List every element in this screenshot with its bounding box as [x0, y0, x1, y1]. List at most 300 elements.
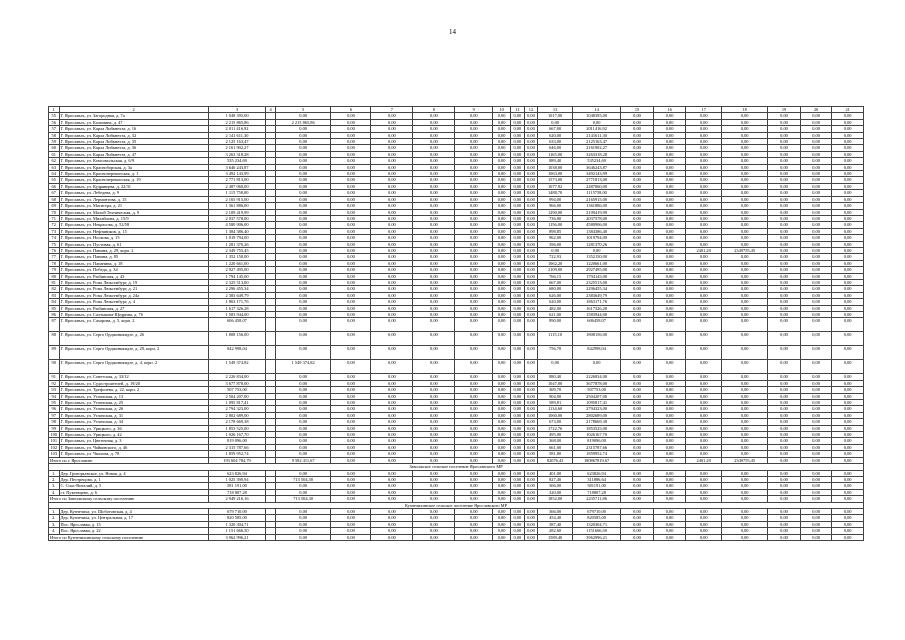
value-cell: 0,00: [621, 164, 654, 170]
value-cell: 0,00: [768, 164, 801, 170]
value-cell: 0,00: [832, 312, 864, 318]
value-cell: 0,00: [538, 119, 573, 125]
value-cell: 0,00: [653, 528, 686, 534]
value-cell: 0,00: [493, 489, 511, 495]
value-cell: 0,00: [413, 360, 455, 374]
total-value-cell: 0,00: [524, 534, 538, 540]
value-cell: 0,00: [275, 126, 331, 132]
value-cell: 0,00: [722, 286, 768, 292]
value-cell: 0,00: [511, 393, 525, 399]
address-cell: Дер. Григорьевское, ул. Новая, д. 4: [59, 470, 208, 476]
row-number-cell: 2.: [49, 515, 60, 521]
total-value-cell: 0,00: [455, 496, 493, 502]
value-cell: 0,00: [686, 209, 722, 215]
value-cell: 0,00: [722, 190, 768, 196]
value-cell: 0,00: [686, 438, 722, 444]
value-cell: 1853525,00: [572, 425, 620, 431]
value-cell: 880,40: [538, 374, 573, 380]
value-cell: 0,00: [686, 267, 722, 273]
value-cell: 0,00: [832, 164, 864, 170]
total-value-cell: 180867819,67: [572, 457, 620, 463]
total-value-cell: 0,00: [455, 534, 493, 540]
value-cell: 0,00: [493, 171, 511, 177]
value-cell: 0,00: [653, 425, 686, 431]
value-cell: 3 677 878,00: [208, 380, 266, 386]
value-cell: 2 349 755,45: [208, 247, 266, 253]
value-cell: 0,00: [524, 406, 538, 412]
value-cell: 0,00: [455, 470, 493, 476]
value-cell: 0,00: [455, 247, 493, 253]
value-cell: 0,00: [511, 286, 525, 292]
value-cell: 889,40: [538, 158, 573, 164]
value-cell: 0,00: [413, 286, 455, 292]
value-cell: 0,00: [371, 444, 413, 450]
value-cell: 0,00: [413, 222, 455, 228]
value-cell: 0,00: [832, 235, 864, 241]
value-cell: 0,00: [331, 183, 371, 189]
value-cell: 2161902,27: [572, 145, 620, 151]
value-cell: 0,00: [275, 286, 331, 292]
value-cell: 2487060,00: [572, 183, 620, 189]
column-number-header: 15: [621, 107, 654, 113]
value-cell: 0,00: [686, 228, 722, 234]
value-cell: 0,00: [800, 209, 832, 215]
value-cell: 0,00: [768, 332, 801, 346]
value-cell: 680,00: [538, 286, 573, 292]
value-cell: 0,00: [413, 260, 455, 266]
value-cell: 0,00: [768, 267, 801, 273]
value-cell: 0,00: [832, 126, 864, 132]
value-cell: 0,00: [455, 425, 493, 431]
value-cell: 0,00: [511, 203, 525, 209]
value-cell: 0,00: [275, 235, 331, 241]
value-cell: 0,00: [800, 286, 832, 292]
value-cell: 0,00: [275, 400, 331, 406]
value-cell: 0,00: [832, 171, 864, 177]
row-number-cell: 71: [49, 215, 60, 221]
value-cell: 679 710,00: [208, 508, 266, 514]
value-cell: 0,00: [511, 438, 525, 444]
address-cell: Г. Ярославль, ул. Карла Либкнехта, д. 16: [59, 126, 208, 132]
value-cell: 0,00: [413, 432, 455, 438]
value-cell: 0,00: [722, 318, 768, 332]
value-cell: 0,00: [493, 267, 511, 273]
value-cell: 0,00: [275, 483, 331, 489]
value-cell: 0,00: [621, 145, 654, 151]
value-cell: 0,00: [800, 470, 832, 476]
value-cell: 0,00: [493, 132, 511, 138]
value-cell: 0,00: [722, 164, 768, 170]
row-number-cell: 1.: [49, 508, 60, 514]
value-cell: 0,00: [275, 177, 331, 183]
value-cell: 0,00: [832, 380, 864, 386]
value-cell: 621,00: [538, 312, 573, 318]
value-cell: 2383649,79: [572, 292, 620, 298]
value-cell: 0,00: [572, 119, 620, 125]
row-number-cell: 61: [49, 151, 60, 157]
value-cell: 0,00: [621, 113, 654, 119]
value-cell: 0,00: [800, 228, 832, 234]
value-cell: 0,00: [832, 360, 864, 374]
total-value-cell: 0,00: [768, 534, 801, 540]
value-cell: 0,00: [331, 400, 371, 406]
value-cell: 0,00: [493, 425, 511, 431]
value-cell: 0,00: [722, 346, 768, 360]
value-cell: 2349755,45: [722, 247, 768, 253]
value-cell: 0,00: [621, 470, 654, 476]
value-cell: 0,00: [800, 346, 832, 360]
value-cell: 0,00: [371, 380, 413, 386]
value-cell: 0,00: [413, 400, 455, 406]
value-cell: 0,00: [686, 444, 722, 450]
value-cell: 0,00: [371, 241, 413, 247]
value-cell: 0,00: [493, 299, 511, 305]
value-cell: 0,00: [413, 209, 455, 215]
value-cell: 0,00: [768, 476, 801, 482]
row-number-cell: 68: [49, 196, 60, 202]
total-value-cell: 0,00: [832, 534, 864, 540]
value-cell: 0,00: [653, 444, 686, 450]
value-cell: 0,00: [524, 299, 538, 305]
value-cell: 1859952,74: [572, 451, 620, 457]
value-cell: 0,00: [768, 393, 801, 399]
value-cell: 0,00: [371, 419, 413, 425]
value-cell: 0,00: [455, 273, 493, 279]
value-cell: 4580906,00: [572, 222, 620, 228]
row-number-cell: 81: [49, 279, 60, 285]
address-cell: Г. Ярославль, ул. Карла Либкнехта, д. 47: [59, 151, 208, 157]
value-cell: 0,00: [511, 235, 525, 241]
value-cell: 0,00: [275, 151, 331, 157]
value-cell: 0,00: [511, 489, 525, 495]
total-value-cell: 3962996,21: [572, 534, 620, 540]
value-cell: 722,93: [538, 254, 573, 260]
value-cell: 0,00: [493, 400, 511, 406]
value-cell: 0,00: [371, 432, 413, 438]
value-cell: 0,00: [371, 508, 413, 514]
column-number-header: 10: [493, 107, 511, 113]
row-number-cell: 83: [49, 292, 60, 298]
value-cell: 0,00: [653, 312, 686, 318]
value-cell: 0,00: [493, 190, 511, 196]
value-cell: 0,00: [511, 164, 525, 170]
value-cell: 0,00: [621, 222, 654, 228]
value-cell: 0,00: [653, 273, 686, 279]
total-value-cell: 0,00: [653, 457, 686, 463]
value-cell: 0,00: [275, 196, 331, 202]
value-cell: 0,00: [722, 419, 768, 425]
value-cell: 0,00: [413, 393, 455, 399]
value-cell: 0,00: [722, 400, 768, 406]
value-cell: 0,00: [493, 113, 511, 119]
value-cell: 0,00: [275, 332, 331, 346]
value-cell: 0,00: [832, 145, 864, 151]
value-cell: 0,00: [768, 470, 801, 476]
value-cell: 0,00: [455, 515, 493, 521]
value-cell: 0,00: [621, 489, 654, 495]
value-cell: 0,00: [413, 292, 455, 298]
value-cell: 0,00: [722, 119, 768, 125]
value-cell: 0,00: [621, 451, 654, 457]
row-number-cell: 82: [49, 286, 60, 292]
value-cell: 0,00: [832, 412, 864, 418]
value-cell: 1115758,00: [572, 190, 620, 196]
value-cell: 0,00: [275, 190, 331, 196]
value-cell: 0,00: [511, 299, 525, 305]
value-cell: 0,00: [511, 444, 525, 450]
value-cell: 0,00: [832, 279, 864, 285]
value-cell: 0,00: [768, 177, 801, 183]
value-cell: 0,00: [621, 119, 654, 125]
value-cell: 0,00: [275, 451, 331, 457]
value-cell: 0,00: [653, 158, 686, 164]
row-number-cell: 73: [49, 228, 60, 234]
value-cell: [266, 318, 275, 332]
value-cell: 0,00: [455, 119, 493, 125]
value-cell: 0,00: [493, 158, 511, 164]
value-cell: 0,00: [832, 254, 864, 260]
value-cell: 0,00: [371, 292, 413, 298]
value-cell: 0,00: [686, 222, 722, 228]
value-cell: 0,00: [524, 119, 538, 125]
value-cell: 0,00: [768, 132, 801, 138]
value-cell: 0,00: [686, 292, 722, 298]
value-cell: 0,00: [621, 190, 654, 196]
row-number-cell: 66: [49, 183, 60, 189]
value-cell: 0,00: [455, 444, 493, 450]
value-cell: 0,00: [331, 305, 371, 311]
value-cell: 0,00: [722, 515, 768, 521]
value-cell: 0,00: [653, 412, 686, 418]
value-cell: 0,00: [455, 508, 493, 514]
value-cell: 1048395,00: [572, 113, 620, 119]
row-number-cell: 60: [49, 145, 60, 151]
value-cell: 0,00: [800, 292, 832, 298]
value-cell: 3 263 318,28: [208, 151, 266, 157]
value-cell: 0,00: [800, 305, 832, 311]
value-cell: 0,00: [800, 132, 832, 138]
value-cell: 0,00: [722, 132, 768, 138]
value-cell: 0,00: [722, 183, 768, 189]
value-cell: 1 151 666,50: [208, 528, 266, 534]
value-cell: 0,00: [768, 515, 801, 521]
value-cell: 0,00: [832, 425, 864, 431]
value-cell: 0,00: [722, 387, 768, 393]
value-cell: 0,00: [371, 393, 413, 399]
value-cell: 0,00: [455, 400, 493, 406]
value-cell: 0,00: [413, 113, 455, 119]
value-cell: 0,00: [493, 119, 511, 125]
value-cell: 0,00: [524, 158, 538, 164]
value-cell: 0,00: [275, 438, 331, 444]
address-cell: Дер. Кузнечиха, ул. Шоботовская, д. 4: [59, 508, 208, 514]
value-cell: 0,00: [511, 476, 525, 482]
value-cell: 1863171,76: [572, 299, 620, 305]
value-cell: 0,00: [800, 164, 832, 170]
value-cell: 0,00: [800, 432, 832, 438]
value-cell: 0,00: [493, 222, 511, 228]
value-cell: [266, 332, 275, 346]
value-cell: 0,00: [524, 483, 538, 489]
value-cell: 0,00: [722, 360, 768, 374]
row-number-cell: 102: [50, 444, 58, 450]
value-cell: 0,00: [455, 203, 493, 209]
total-value-cell: 9 582 411,67: [275, 457, 331, 463]
value-cell: 0,00: [524, 432, 538, 438]
value-cell: 0,00: [722, 260, 768, 266]
value-cell: 2 037 578,00: [208, 215, 266, 221]
value-cell: 482,00: [538, 305, 573, 311]
value-cell: 0,00: [653, 196, 686, 202]
value-cell: 0,00: [524, 360, 538, 374]
value-cell: 0,00: [800, 113, 832, 119]
value-cell: 0,00: [524, 528, 538, 534]
value-cell: 0,00: [653, 151, 686, 157]
value-cell: 0,00: [832, 305, 864, 311]
value-cell: 0,00: [511, 387, 525, 393]
total-value-cell: 0,00: [768, 457, 801, 463]
total-value-cell: 193 604 784,79: [208, 457, 266, 463]
value-cell: 962,00: [538, 235, 573, 241]
address-cell: Г. Ярославль, ул. Пустовая, д. 61: [59, 241, 208, 247]
value-cell: 0,00: [493, 164, 511, 170]
address-cell: Г. Ярославль, ул. Серго Орджоникидзе, д. 29, корп. 2: [59, 346, 208, 360]
value-cell: 0,00: [722, 476, 768, 482]
address-cell: Пос. Ярославка, д. 15: [59, 521, 208, 527]
value-cell: 0,00: [832, 119, 864, 125]
value-cell: 1 095 817,41: [208, 400, 266, 406]
value-cell: 0,00: [371, 254, 413, 260]
value-cell: 0,00: [455, 380, 493, 386]
value-cell: 0,00: [455, 419, 493, 425]
value-cell: 2 504 207,00: [208, 393, 266, 399]
value-cell: 0,00: [722, 158, 768, 164]
value-cell: 0,00: [653, 190, 686, 196]
value-cell: 0,00: [722, 374, 768, 380]
value-cell: 0,00: [455, 292, 493, 298]
value-cell: 0,00: [493, 393, 511, 399]
value-cell: 0,00: [621, 171, 654, 177]
total-value-cell: 0,00: [832, 457, 864, 463]
value-cell: 0,00: [686, 158, 722, 164]
value-cell: 0,00: [371, 318, 413, 332]
total-value-cell: 0,00: [371, 496, 413, 502]
value-cell: 0,00: [511, 273, 525, 279]
value-cell: 2125163,47: [572, 139, 620, 145]
value-cell: 0,00: [371, 476, 413, 482]
value-cell: 0,00: [686, 177, 722, 183]
value-cell: 0,00: [511, 515, 525, 521]
value-cell: 0,00: [331, 444, 371, 450]
value-cell: 1151666,50: [572, 528, 620, 534]
value-cell: 0,00: [800, 483, 832, 489]
value-cell: 0,00: [524, 451, 538, 457]
value-cell: 0,00: [524, 241, 538, 247]
value-cell: 0,00: [511, 508, 525, 514]
value-cell: 0,00: [371, 332, 413, 346]
value-cell: 626,00: [538, 292, 573, 298]
value-cell: 0,00: [653, 299, 686, 305]
value-cell: 0,00: [455, 346, 493, 360]
value-cell: 0,00: [800, 171, 832, 177]
value-cell: 0,00: [800, 279, 832, 285]
row-number-cell: 58: [49, 132, 60, 138]
value-cell: 0,00: [493, 209, 511, 215]
value-cell: 0,00: [768, 406, 801, 412]
value-cell: 0,00: [413, 528, 455, 534]
value-cell: 0,00: [832, 183, 864, 189]
value-cell: 0,00: [331, 286, 371, 292]
value-cell: 0,00: [413, 515, 455, 521]
value-cell: 0,00: [455, 406, 493, 412]
value-cell: 0,00: [371, 235, 413, 241]
value-cell: 0,00: [511, 380, 525, 386]
address-cell: Г. Ярославль, ул. Носкова, д. 15: [59, 235, 208, 241]
row-number-cell: 103: [50, 451, 58, 457]
value-cell: 0,00: [800, 196, 832, 202]
value-cell: 0,00: [275, 273, 331, 279]
total-value-cell: 3 962 996,21: [208, 534, 266, 540]
address-cell: Пос. Ярославка, д. 22: [59, 528, 208, 534]
value-cell: 2771813,00: [572, 177, 620, 183]
address-cell: Г. Ярославль, ул. Угличская, д. 34: [59, 419, 208, 425]
value-cell: 0,00: [800, 400, 832, 406]
row-number-cell: 94: [49, 393, 60, 399]
column-number-header: 11: [511, 107, 525, 113]
value-cell: 0,00: [524, 489, 538, 495]
value-cell: 1 794 145,00: [208, 273, 266, 279]
address-cell: Г. Ярославль, ул. Магистра, д. 21: [59, 203, 208, 209]
address-cell: Г. Ярославль, ул. Загородная, д. 7а: [59, 113, 208, 119]
address-cell: Г. Ярославль, ул. Угличская, д. 31: [59, 412, 208, 418]
total-value-cell: 713 504,30: [275, 496, 331, 502]
total-value-cell: 0,00: [768, 496, 801, 502]
value-cell: 0,00: [768, 241, 801, 247]
value-cell: 0,00: [511, 483, 525, 489]
value-cell: 0,00: [511, 451, 525, 457]
value-cell: 0,00: [511, 412, 525, 418]
value-cell: 0,00: [524, 164, 538, 170]
value-cell: 0,00: [413, 183, 455, 189]
value-cell: 0,00: [722, 222, 768, 228]
value-cell: 0,00: [768, 209, 801, 215]
value-cell: 0,00: [524, 470, 538, 476]
value-cell: 0,00: [493, 515, 511, 521]
value-cell: 0,00: [653, 305, 686, 311]
value-cell: 0,00: [493, 318, 511, 332]
value-cell: 0,00: [832, 203, 864, 209]
value-cell: 0,00: [493, 273, 511, 279]
value-cell: 0,00: [413, 203, 455, 209]
value-cell: 820 585,00: [208, 515, 266, 521]
value-cell: 2 109 419,99: [208, 209, 266, 215]
value-cell: 454,40: [538, 515, 573, 521]
value-cell: 1019794,00: [572, 235, 620, 241]
value-cell: 0,00: [455, 196, 493, 202]
value-cell: 0,00: [768, 183, 801, 189]
value-cell: 0,00: [455, 279, 493, 285]
value-cell: 0,00: [686, 299, 722, 305]
value-cell: 0,00: [511, 215, 525, 221]
value-cell: 0,00: [331, 292, 371, 298]
value-cell: 0,00: [800, 158, 832, 164]
value-cell: 0,00: [455, 286, 493, 292]
value-cell: 0,00: [800, 119, 832, 125]
value-cell: 0,00: [413, 171, 455, 177]
value-cell: 0,00: [493, 215, 511, 221]
value-cell: 0,00: [275, 387, 331, 393]
value-cell: 2 487 060,00: [208, 183, 266, 189]
